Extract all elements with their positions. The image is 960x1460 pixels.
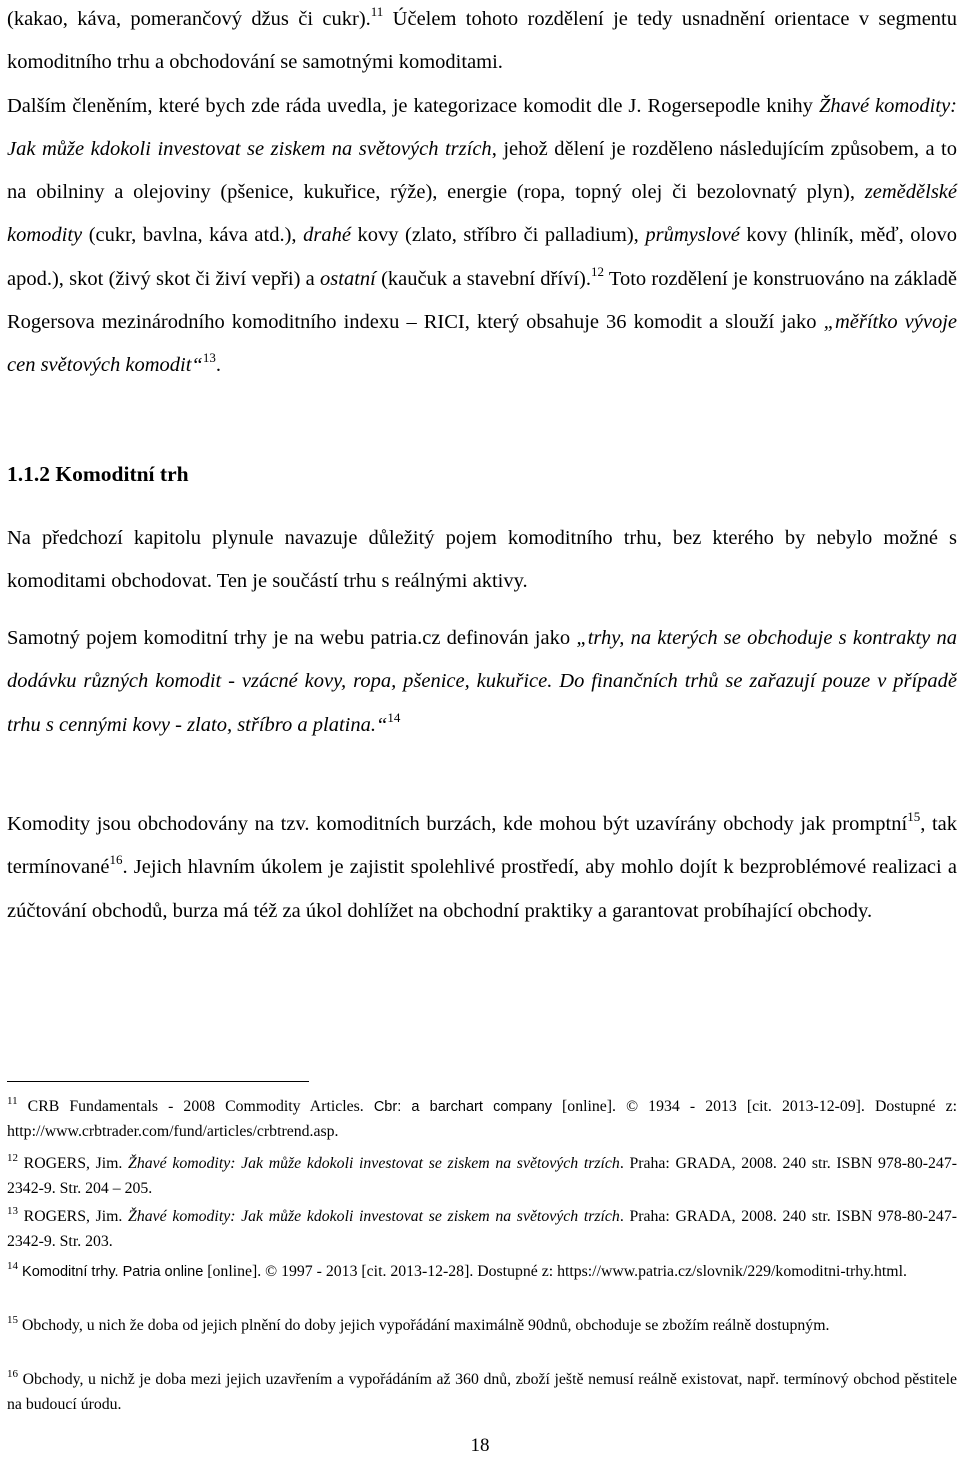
paragraph-intro: Na předchozí kapitolu plynule navazuje důležitý pojem komoditního trhu, bez kterého by nebylo možné s komoditami obchodovat. Ten je součástí trhu s reálnými aktivy.	[7, 527, 957, 593]
text-span: Komodity jsou obchodovány na tzv. komoditních burzách, kde mohou být uzavírány obchody jak promptní	[7, 813, 908, 835]
text-span: , tak termínované	[7, 813, 957, 879]
category-industrial: průmyslové	[645, 224, 740, 247]
text-span: . Jejich hlavním úkolem je zajistit spolehlivé prostředí, aby mohlo dojít k bezproblémové realizaci a zúčtování obchodů, burza má též za úkol dohlížet na obchodní praktiky a garantovat probíhající obchody.	[7, 856, 957, 922]
text-span: kovy (zlato, stříbro či palladium),	[350, 224, 646, 247]
footnote-text: [online]. © 1934 - 2013 [cit. 2013-12-09]. Dostupné z: http://www.crbtrader.com/fund/articles/crbtrend.asp.	[7, 1098, 957, 1140]
footnote-number: 11	[7, 1095, 18, 1107]
text-span: Samotný pojem komoditní trhy je na webu patria.cz definován jako	[7, 627, 577, 649]
footnote-title: Žhavé komodity: Jak může kdokoli investovat se ziskem na světových trzích	[128, 1155, 620, 1172]
footnote-number: 13	[7, 1205, 18, 1217]
paragraph-exchanges	[7, 803, 957, 933]
text-span: .	[215, 354, 221, 377]
category-agricultural: zemědělské komodity	[7, 181, 957, 247]
footnote-text: CRB Fundamentals - 2008 Commodity Articles.	[17, 1098, 374, 1115]
book-title: Žhavé komodity: Jak může kdokoli investovat se ziskem na světových trzích	[7, 94, 957, 160]
footnote-title: Žhavé komodity: Jak může kdokoli investovat se ziskem na světových trzích	[128, 1208, 620, 1225]
paragraph-definition	[7, 617, 957, 747]
text-span: Dalším členěním, které bych zde ráda uvedla, je kategorizace komodit dle J. Rogersepodle knihy	[7, 94, 819, 117]
category-precious: drahé	[303, 224, 351, 247]
footnote-ref-16[interactable]: 16	[109, 852, 123, 868]
paragraph-commodity-classification	[7, 0, 957, 388]
footnote-source: Cbr: a barchart company	[373, 1099, 552, 1115]
footnote-number: 16	[7, 1368, 18, 1380]
footnote-12	[7, 1152, 957, 1201]
footnote-ref-12[interactable]: 12	[590, 263, 604, 279]
footnote-16	[7, 1368, 957, 1417]
text-span: (kaučuk a stavební dříví).	[375, 267, 591, 290]
footnote-14	[7, 1260, 957, 1285]
footnote-text: Obchody, u nichž je doba mezi jejich uzavřením a vypořádáním až 360 dnů, zboží ještě nemusí reálně existovat, např. termínový obchod pěstitele na budoucí úrodu.	[7, 1371, 957, 1413]
text-span: (cukr, bavlna, káva atd.),	[82, 224, 304, 247]
footnote-text: . Praha: GRADA, 2008. 240 str. ISBN 978-80-247-2342-9. Str. 204 – 205.	[7, 1155, 957, 1197]
footnote-text: ROGERS, Jim.	[18, 1155, 129, 1172]
footnote-text: [online]. © 1997 - 2013 [cit. 2013-12-28]. Dostupné z: https://www.patria.cz/slovnik/229/komoditni-trhy.html.	[203, 1263, 907, 1280]
category-other: ostatní	[320, 267, 376, 290]
quoted-definition: „trhy, na kterých se obchoduje s kontrakty na dodávku různých komodit - vzácné kovy, ropa, pšenice, kukuřice. Do finančních trhů se zařazují pouze v případě trhu s cennými kovy - zlato, stříbro a platina.“	[7, 627, 957, 736]
footnote-number: 15	[7, 1314, 18, 1326]
quoted-text: „měřítko vývoje cen světových komodit“	[7, 311, 957, 377]
text-span: Účelem tohoto rozdělení je tedy usnadnění orientace v segmentu komoditního trhu a obchodování se samotnými komoditami.	[7, 8, 957, 74]
footnote-ref-13[interactable]: 13	[202, 350, 216, 366]
footnote-text: ROGERS, Jim.	[18, 1208, 129, 1225]
footnote-number: 14	[7, 1260, 18, 1272]
footnote-15	[7, 1314, 957, 1339]
footnote-text: . Praha: GRADA, 2008. 240 str. ISBN 978-80-247-2342-9. Str. 203.	[7, 1208, 957, 1250]
footnote-text: Komoditní trhy.	[18, 1264, 123, 1280]
footnote-ref-15[interactable]: 15	[907, 809, 921, 824]
footnote-text: Obchody, u nich že doba od jejich plnění do doby jejich vypořádání maximálně 90dnů, obchoduje se zbožím reálně dostupným.	[18, 1317, 830, 1334]
section-heading: 1.1.2 Komoditní trh	[7, 462, 189, 486]
page-number: 18	[470, 1435, 490, 1456]
footnote-number: 12	[7, 1152, 18, 1164]
footnote-13	[7, 1205, 957, 1254]
footnote-11	[7, 1095, 957, 1144]
footnote-source: Patria online	[122, 1264, 204, 1280]
text-span: (kakao, káva, pomerančový džus či cukr).	[7, 8, 371, 30]
text-span: kovy (hliník, měď, olovo apod.), skot (živý skot či živí vepři) a	[7, 224, 958, 290]
footnote-separator	[7, 1081, 309, 1082]
footnote-ref-14[interactable]: 14	[387, 709, 401, 725]
text-span: , jehož dělení je rozděleno následujícím způsobem, a to na obilniny a olejoviny (pšenice, kukuřice, rýže), energie (ropa, topný olej či bezolovnatý plyn),	[7, 137, 958, 204]
text-span: Toto rozdělení je konstruováno na základě Rogersova mezinárodního komoditního indexu – RICI, který obsahuje 36 komodit a slouží jako	[7, 267, 958, 334]
footnote-ref-11[interactable]: 11	[370, 4, 384, 19]
